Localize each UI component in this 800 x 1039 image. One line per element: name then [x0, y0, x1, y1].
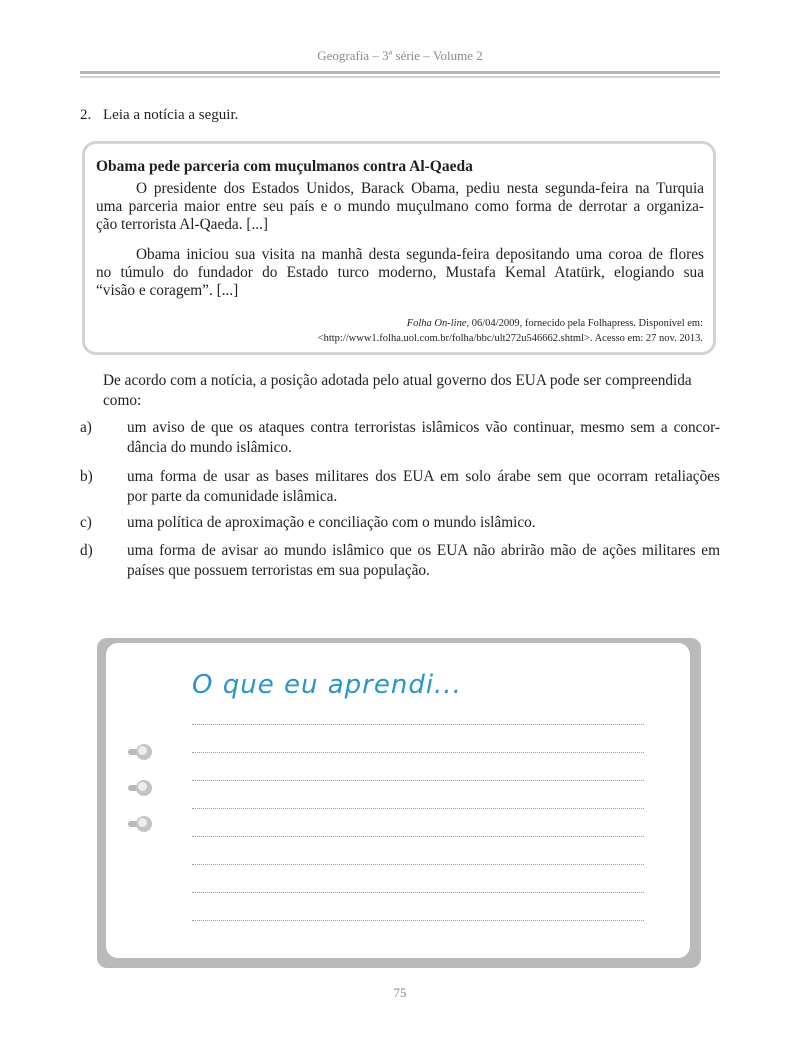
writing-line	[192, 864, 644, 865]
news-paragraph-1	[96, 180, 704, 234]
option-text	[127, 513, 720, 533]
writing-line	[192, 780, 644, 781]
news-p2-line: no túmulo do fundador do Estado turco moderno, Mustafa Kemal Atatürk, elogiando sua	[96, 264, 704, 281]
option-line: dância do mundo islâmico.	[127, 439, 292, 456]
option-text	[127, 418, 720, 458]
stem-line: De acordo com a notícia, a posição adotada pelo atual governo dos EUA pode ser compreendida	[103, 372, 692, 389]
option-line: um aviso de que os ataques contra terroristas islâmicos vão continuar, mesmo sem a concor-	[127, 419, 720, 436]
page-number: 75	[393, 985, 407, 1000]
header-rule-secondary	[80, 76, 720, 78]
writing-line	[192, 724, 644, 725]
news-p2-line: “visão e coragem”. [...]	[96, 282, 239, 299]
running-header: Geografia – 3ª série – Volume 2	[317, 48, 483, 63]
news-paragraph-2	[96, 246, 704, 300]
notebook-ring-icon	[128, 814, 154, 834]
writing-line	[192, 836, 644, 837]
option-letter: a)	[80, 419, 92, 436]
writing-line	[192, 892, 644, 893]
learned-title: O que eu aprendi...	[192, 670, 462, 700]
option-line: países que possuem terroristas em sua população.	[127, 562, 430, 579]
writing-line	[192, 808, 644, 809]
option-letter: d)	[80, 542, 93, 559]
header-rule	[80, 71, 720, 74]
notebook-ring-icon	[128, 742, 154, 762]
question-stem	[103, 371, 720, 411]
news-source-publication: Folha On-line,	[406, 318, 470, 329]
option-line: uma forma de avisar ao mundo islâmico que os EUA não abrirão mão de ações militares em	[127, 542, 720, 559]
option-line: uma forma de usar as bases militares dos EUA em solo árabe sem que ocorram retaliações	[127, 468, 720, 485]
option-text	[127, 467, 720, 507]
news-source-details: 06/04/2009, fornecido pela Folhapress. Disponível em:	[469, 318, 703, 329]
news-title: Obama pede parceria com muçulmanos contra Al-Qaeda	[96, 158, 473, 175]
option-c	[80, 513, 720, 533]
writing-line	[192, 752, 644, 753]
news-p2-line: Obama iniciou sua visita na manhã desta segunda-feira depositando uma coroa de flores	[136, 246, 704, 263]
news-p1-line: uma parceria maior entre seu país e o mundo muçulmano como forma de derrotar a organiza-	[96, 198, 704, 215]
news-source-line-1	[183, 316, 703, 331]
option-line: por parte da comunidade islâmica.	[127, 488, 338, 505]
question-prompt: Leia a notícia a seguir.	[103, 107, 239, 123]
option-b	[80, 467, 720, 507]
news-p1-line: O presidente dos Estados Unidos, Barack Obama, pediu nesta segunda-feira na Turquia	[136, 180, 704, 197]
option-line: uma política de aproximação e conciliação com o mundo islâmico.	[127, 514, 536, 531]
question-number: 2.	[80, 107, 92, 123]
option-letter: c)	[80, 514, 92, 531]
option-d	[80, 541, 720, 581]
option-a	[80, 418, 720, 458]
notebook-ring-icon	[128, 778, 154, 798]
writing-line	[192, 920, 644, 921]
stem-line: como:	[103, 392, 142, 409]
option-text	[127, 541, 720, 581]
news-p1-line: ção terrorista Al-Qaeda. [...]	[96, 216, 269, 233]
news-source-url: <http://www1.folha.uol.com.br/folha/bbc/ult272u546662.shtml>. Acesso em: 27 nov. 2013.	[317, 333, 703, 344]
option-letter: b)	[80, 468, 93, 485]
